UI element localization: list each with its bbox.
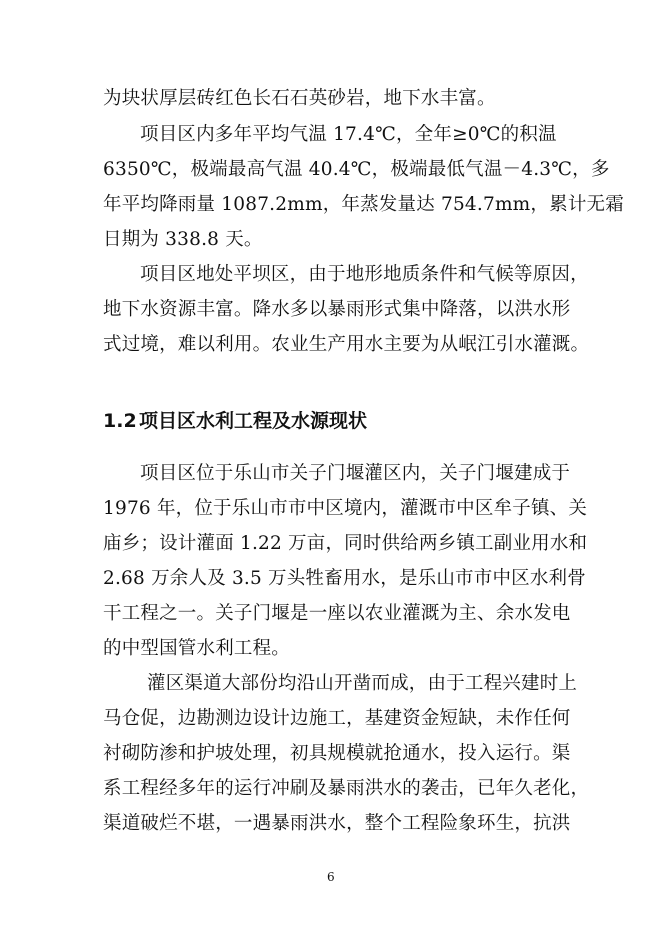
- section-number: 1.2: [103, 410, 137, 432]
- paragraph-5-line-2: 马仓促，边勘测边设计边施工，基建资金短缺，未作任何: [103, 708, 571, 729]
- paragraph-2-line-2: 6350℃，极端最高气温 40.4℃，极端最低气温－4.3℃，多: [103, 159, 610, 180]
- section-title: 项目区水利工程及水源现状: [139, 410, 368, 432]
- paragraph-4-line-6: 的中型国管水利工程。: [103, 638, 291, 659]
- paragraph-1-line-1: 为块状厚层砖红色长石石英砂岩，地下水丰富。: [103, 88, 496, 109]
- paragraph-4-line-3: 庙乡；设计灌面 1.22 万亩，同时供给两乡镇工副业用水和: [103, 533, 588, 554]
- paragraph-3-line-3: 式过境，难以利用。农业生产用水主要为从岷江引水灌溉。: [103, 334, 590, 355]
- paragraph-5-line-4: 系工程经多年的运行冲刷及暴雨洪水的袭击，已年久老化，: [103, 778, 590, 799]
- paragraph-4-line-5: 干工程之一。关子门堰是一座以农业灌溉为主、余水发电: [103, 603, 571, 624]
- paragraph-3-line-2: 地下水资源丰富。降水多以暴雨形式集中降落，以洪水形: [103, 299, 571, 320]
- paragraph-4-line-2: 1976 年，位于乐山市市中区境内，灌溉市中区牟子镇、关: [103, 498, 588, 519]
- paragraph-5-line-3: 衬砌防渗和护坡处理，初具规模就抢通水，投入运行。渠: [103, 743, 571, 764]
- paragraph-2-line-3: 年平均降雨量 1087.2mm，年蒸发量达 754.7mm，累计无霜: [103, 194, 624, 215]
- paragraph-5-line-5: 渠道破烂不堪，一遇暴雨洪水，整个工程险象环生，抗洪: [103, 813, 571, 834]
- paragraph-4-line-1: 项目区位于乐山市关子门堰灌区内，关子门堰建成于: [140, 463, 571, 484]
- paragraph-5-line-1: 灌区渠道大部份均沿山开凿而成，由于工程兴建时上: [147, 673, 578, 694]
- paragraph-3-line-1: 项目区地处平坝区，由于地形地质条件和气候等原因，: [140, 264, 589, 285]
- page-number: 6: [327, 870, 335, 884]
- section-heading: [103, 412, 367, 431]
- paragraph-4-line-4: 2.68 万余人及 3.5 万头牲畜用水，是乐山市市中区水利骨: [103, 568, 586, 589]
- paragraph-2-line-4: 日期为 338.8 天。: [103, 229, 263, 250]
- paragraph-2-line-1: 项目区内多年平均气温 17.4℃，全年≥0℃的积温: [140, 124, 557, 145]
